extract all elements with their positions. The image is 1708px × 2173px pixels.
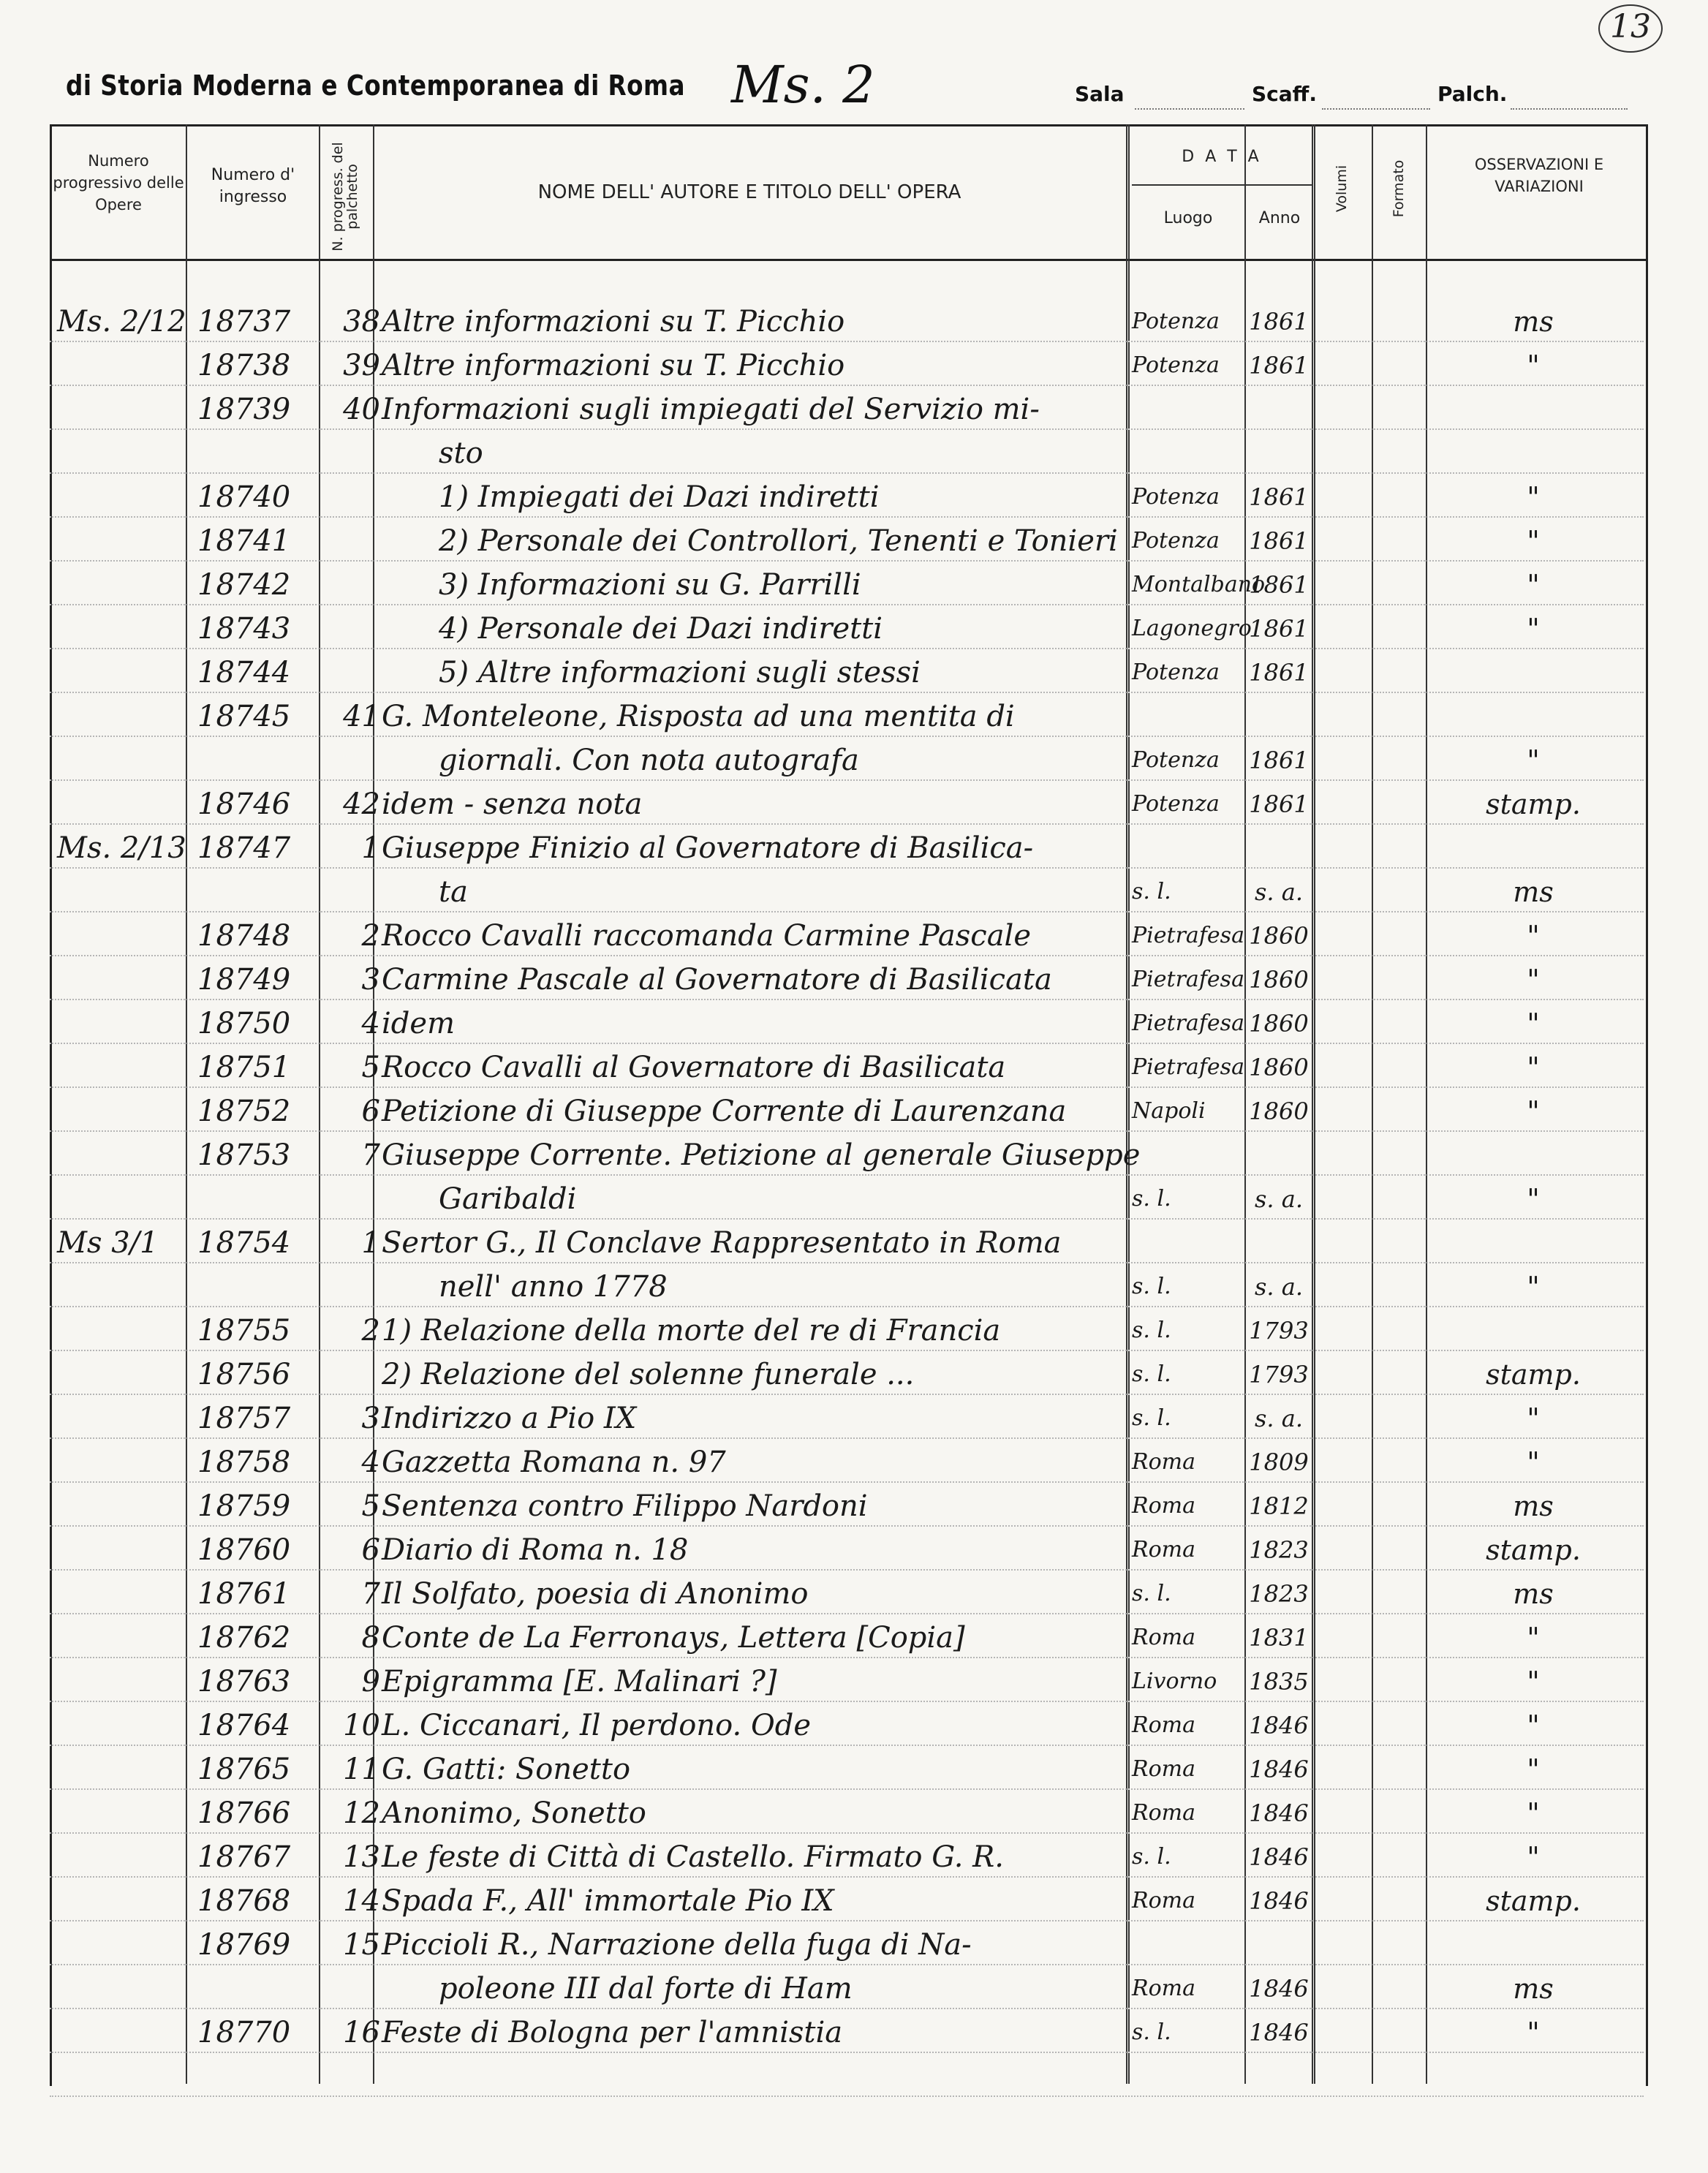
entry-anno: 1823 [1249,1536,1309,1564]
entry-title: poleone III dal forte di Ham [439,1972,853,2006]
ingresso-number: 18757 [197,1402,291,1435]
entry-anno: 1861 [1249,352,1309,379]
entry-osservazioni: " [1527,964,1540,996]
entry-luogo: Pietrafesa [1132,1010,1244,1036]
entry-luogo: Potenza [1132,528,1220,553]
column-rule [1126,124,1130,2084]
entry-anno: 1793 [1249,1361,1309,1388]
entry-anno: 1846 [1249,1712,1309,1739]
entry-anno: 1860 [1249,922,1309,950]
entry-title: G. Gatti: Sonetto [382,1753,631,1786]
progress-number: 2 [361,1314,380,1348]
ingresso-number: 18744 [197,656,291,689]
entry-title: Petizione di Giuseppe Corrente di Laurenzana [382,1095,1067,1128]
entry-title: Diario di Roma n. 18 [382,1533,689,1567]
entry-luogo: s. l. [1132,1844,1171,1870]
entry-title: Sertor G., Il Conclave Rappresentato in Roma [382,1226,1062,1260]
page-number: 13 [1598,4,1663,53]
entry-anno: 1846 [1249,1756,1309,1783]
col-osservazioni: OSSERVAZIONI E VARIAZIONI [1474,156,1604,195]
ingresso-number: 18756 [197,1358,291,1391]
col-progress-palchetto: N. progress. del palchetto [330,142,360,252]
entry-title: Anonimo, Sonetto [382,1796,646,1830]
ingresso-number: 18739 [197,393,291,426]
ingresso-number: 18764 [197,1709,291,1742]
entry-title: Piccioli R., Narrazione della fuga di Na- [382,1928,972,1962]
col-numero-opere: Numero progressivo delle Opere [53,152,184,213]
entry-luogo: s. l. [1132,2019,1171,2045]
data-subdivider [1132,184,1312,186]
progress-number: 7 [361,1577,380,1611]
ingresso-number: 18769 [197,1928,291,1962]
entry-osservazioni: " [1527,1446,1540,1478]
ruling-line [50,1218,1644,1220]
entry-osservazioni: " [1527,525,1540,557]
entry-luogo: s. l. [1132,1581,1171,1606]
column-rule [1312,124,1315,2084]
entry-anno: 1861 [1249,790,1309,818]
entry-osservazioni: " [1527,1709,1540,1742]
ruling-line [50,1306,1644,1307]
entry-anno: s. a. [1254,1405,1303,1432]
ingresso-number: 18751 [197,1051,291,1084]
entry-anno: 1861 [1249,308,1309,336]
ingresso-number: 18763 [197,1665,291,1698]
ms-number: Ms. 2/13 [57,831,186,865]
entry-anno: 1823 [1249,1580,1309,1608]
entry-osservazioni: " [1527,1095,1540,1127]
entry-title: 4) Personale dei Dazi indiretti [439,612,883,646]
entry-luogo: Pietrafesa [1132,1054,1244,1080]
entry-anno: 1831 [1249,1624,1309,1652]
institution-heading: di Storia Moderna e Contemporanea di Roma [66,69,685,102]
entry-anno: 1860 [1249,966,1309,994]
ingresso-number: 18742 [197,568,291,602]
entry-title: 5) Altre informazioni sugli stessi [439,656,921,689]
progress-number: 14 [343,1884,380,1918]
entry-title: idem - senza nota [382,787,643,821]
progress-number: 4 [361,1445,380,1479]
entry-title: Indirizzo a Pio IX [382,1402,637,1435]
ingresso-number: 18743 [197,612,291,646]
ingresso-number: 18760 [197,1533,291,1567]
entry-osservazioni: " [1527,481,1540,513]
entry-luogo: Roma [1132,1625,1195,1650]
ingresso-number: 18759 [197,1489,291,1523]
entry-osservazioni: stamp. [1486,1534,1581,1566]
entry-luogo: Roma [1132,1712,1195,1738]
entry-title: Rocco Cavalli raccomanda Carmine Pascale [382,919,1032,953]
progress-number: 6 [361,1095,380,1128]
entry-anno: 1861 [1249,659,1309,687]
ingresso-number: 18754 [197,1226,291,1260]
entry-anno: 1860 [1249,1010,1309,1038]
entry-luogo: Potenza [1132,484,1220,510]
entry-osservazioni: " [1527,1622,1540,1654]
entry-title: 2) Personale dei Controllori, Tenenti e Tonieri [439,524,1118,558]
entry-luogo: Roma [1132,1537,1195,1562]
ingresso-number: 18768 [197,1884,291,1918]
entry-anno: s. a. [1254,878,1303,906]
entry-luogo: s. l. [1132,1318,1171,1343]
entry-luogo: Napoli [1132,1098,1206,1124]
entry-luogo: s. l. [1132,1361,1171,1387]
entry-osservazioni: " [1527,1008,1540,1040]
sala-field [1135,108,1244,110]
entry-luogo: Lagonegro [1132,616,1252,641]
entry-title: 3) Informazioni su G. Parrilli [439,568,861,602]
entry-luogo: Pietrafesa [1132,923,1244,948]
progress-number: 16 [343,2016,380,2049]
entry-osservazioni: " [1527,1841,1540,1873]
entry-luogo: Potenza [1132,660,1220,685]
entry-title: Carmine Pascale al Governatore di Basilicata [382,963,1052,997]
entry-luogo: Montalbano [1132,572,1266,597]
ingresso-number: 18755 [197,1314,291,1348]
ingresso-number: 18766 [197,1796,291,1830]
scaff-label: Scaff. [1252,82,1317,106]
entry-luogo: Roma [1132,1493,1195,1519]
progress-number: 41 [343,700,380,733]
progress-number: 2 [361,919,380,953]
entry-osservazioni: stamp. [1486,788,1581,820]
entry-title: Informazioni sugli impiegati del Servizio mi- [382,393,1040,426]
entry-luogo: s. l. [1132,1274,1171,1299]
progress-number: 39 [343,349,380,382]
entry-title: Conte de La Ferronays, Lettera [Copia] [382,1621,965,1655]
ingresso-number: 18740 [197,480,291,514]
entry-luogo: s. l. [1132,1405,1171,1431]
ingresso-number: 18747 [197,831,291,865]
palch-label: Palch. [1437,82,1508,106]
entry-luogo: Roma [1132,1888,1195,1913]
progress-number: 40 [343,393,380,426]
entry-title: Gazzetta Romana n. 97 [382,1445,726,1479]
sala-label: Sala [1075,82,1125,106]
entry-title: Garibaldi [439,1182,577,1216]
progress-number: 5 [361,1051,380,1084]
column-rule [1372,124,1373,2084]
ruling-line [50,472,1644,474]
entry-title: sto [439,437,483,470]
progress-number: 9 [361,1665,380,1698]
progress-number: 13 [343,1840,380,1874]
entry-anno: 1861 [1249,527,1309,555]
entry-osservazioni: " [1527,613,1540,645]
progress-number: 1 [361,831,380,865]
entry-title: Giuseppe Corrente. Petizione al generale Giuseppe [382,1138,1141,1172]
ingresso-number: 18767 [197,1840,291,1874]
progress-number: 38 [343,305,380,339]
entry-title: ta [439,875,468,909]
progress-number: 6 [361,1533,380,1567]
entry-luogo: Roma [1132,1756,1195,1782]
ingresso-number: 18748 [197,919,291,953]
entry-title: Giuseppe Finizio al Governatore di Basilica- [382,831,1034,865]
progress-number: 3 [361,963,380,997]
ingresso-number: 18762 [197,1621,291,1655]
entry-osservazioni: " [1527,1753,1540,1785]
entry-anno: 1846 [1249,1843,1309,1871]
entry-osservazioni: " [1527,1051,1540,1084]
ingresso-number: 18749 [197,963,291,997]
progress-number: 7 [361,1138,380,1172]
entry-luogo: s. l. [1132,1186,1171,1212]
col-numero-ingresso: Numero d' ingresso [211,166,295,206]
entry-title: G. Monteleone, Risposta ad una mentita di [382,700,1015,733]
entry-title: idem [382,1007,455,1040]
entry-luogo: Roma [1132,1800,1195,1826]
progress-number: 11 [343,1753,380,1786]
entry-title: Feste di Bologna per l'amnistia [382,2016,843,2049]
entry-title: 1) Impiegati dei Dazi indiretti [439,480,880,514]
header-divider [50,259,1646,261]
entry-osservazioni: ms [1513,876,1554,908]
progress-number: 10 [343,1709,380,1742]
entry-title: Rocco Cavalli al Governatore di Basilicata [382,1051,1006,1084]
ingresso-number: 18746 [197,787,291,821]
entry-title: Altre informazioni su T. Picchio [382,349,845,382]
ingresso-number: 18753 [197,1138,291,1172]
entry-title: Le feste di Città di Castello. Firmato G. R. [382,1840,1004,1874]
column-rule [186,124,187,2084]
ingresso-number: 18770 [197,2016,291,2049]
ingresso-number: 18741 [197,524,291,558]
entry-osservazioni: ms [1513,1578,1554,1610]
entry-anno: 1793 [1249,1317,1309,1345]
entry-anno: s. a. [1254,1185,1303,1213]
entry-osservazioni: ms [1513,1490,1554,1522]
ingresso-number: 18750 [197,1007,291,1040]
progress-number: 3 [361,1402,380,1435]
col-formato: Formato [1391,159,1407,218]
entry-luogo: s. l. [1132,879,1171,904]
entry-osservazioni: " [1527,2017,1540,2049]
ingresso-number: 18761 [197,1577,291,1611]
entry-luogo: Potenza [1132,791,1220,817]
entry-osservazioni: " [1527,744,1540,776]
entry-anno: s. a. [1254,1273,1303,1301]
entry-luogo: Livorno [1132,1669,1217,1694]
entry-osservazioni: " [1527,349,1540,382]
entry-anno: 1860 [1249,1097,1309,1125]
entry-osservazioni: " [1527,569,1540,601]
ingresso-number: 18765 [197,1753,291,1786]
entry-anno: 1860 [1249,1054,1309,1081]
entry-title: 1) Relazione della morte del re di Francia [382,1314,1001,1348]
entry-anno: 1812 [1249,1492,1309,1520]
ingresso-number: 18745 [197,700,291,733]
ms-number: Ms. 2/12 [57,305,186,339]
progress-number: 1 [361,1226,380,1260]
progress-number: 5 [361,1489,380,1523]
entry-title: L. Ciccanari, Il perdono. Ode [382,1709,812,1742]
entry-osservazioni: ms [1513,1973,1554,2005]
palch-field [1511,108,1628,110]
entry-anno: 1861 [1249,615,1309,643]
progress-number: 4 [361,1007,380,1040]
entry-osservazioni: " [1527,1402,1540,1435]
entry-osservazioni: " [1527,1183,1540,1215]
entry-osservazioni: stamp. [1486,1885,1581,1917]
entry-title: Altre informazioni su T. Picchio [382,305,845,339]
progress-number: 42 [343,787,380,821]
progress-number: 12 [343,1796,380,1830]
entry-osservazioni: " [1527,1271,1540,1303]
entry-title: Il Solfato, poesia di Anonimo [382,1577,809,1611]
ms-number: Ms 3/1 [57,1226,159,1260]
entry-anno: 1846 [1249,2019,1309,2047]
entry-anno: 1835 [1249,1668,1309,1696]
entry-anno: 1861 [1249,483,1309,511]
entry-osservazioni: " [1527,1666,1540,1698]
col-data: D A T A [1182,148,1262,166]
ingresso-number: 18737 [197,305,291,339]
entry-luogo: Roma [1132,1976,1195,2001]
entry-osservazioni: stamp. [1486,1358,1581,1391]
entry-luogo: Potenza [1132,747,1220,773]
entry-osservazioni: ms [1513,306,1554,338]
entry-luogo: Pietrafesa [1132,967,1244,992]
col-autore-titolo: NOME DELL' AUTORE E TITOLO DELL' OPERA [537,181,961,203]
col-luogo: Luogo [1163,209,1213,227]
entry-osservazioni: " [1527,1797,1540,1829]
manuscript-title: Ms. 2 [731,55,875,115]
col-volumi: Volumi [1334,165,1350,213]
scaff-field [1322,108,1430,110]
ingresso-number: 18752 [197,1095,291,1128]
entry-anno: 1861 [1249,747,1309,774]
entry-osservazioni: " [1527,920,1540,952]
ingresso-number: 18738 [197,349,291,382]
ruling-line [50,911,1644,912]
progress-number: 15 [343,1928,380,1962]
entry-anno: 1846 [1249,1887,1309,1915]
ruling-line [50,2095,1644,2097]
column-rule [319,124,320,2084]
entry-luogo: Roma [1132,1449,1195,1475]
entry-title: Sentenza contro Filippo Nardoni [382,1489,868,1523]
entry-luogo: Potenza [1132,309,1220,334]
entry-title: giornali. Con nota autografa [439,744,859,777]
progress-number: 8 [361,1621,380,1655]
col-anno: Anno [1258,209,1301,227]
entry-anno: 1861 [1249,571,1309,599]
entry-anno: 1809 [1249,1448,1309,1476]
entry-title: nell' anno 1778 [439,1270,668,1304]
entry-luogo: Potenza [1132,352,1220,378]
entry-anno: 1846 [1249,1799,1309,1827]
ingresso-number: 18758 [197,1445,291,1479]
entry-title: Spada F., All' immortale Pio IX [382,1884,834,1918]
entry-anno: 1846 [1249,1975,1309,2003]
entry-title: Epigramma [E. Malinari ?] [382,1665,777,1698]
entry-title: 2) Relazione del solenne funerale ... [382,1358,915,1391]
